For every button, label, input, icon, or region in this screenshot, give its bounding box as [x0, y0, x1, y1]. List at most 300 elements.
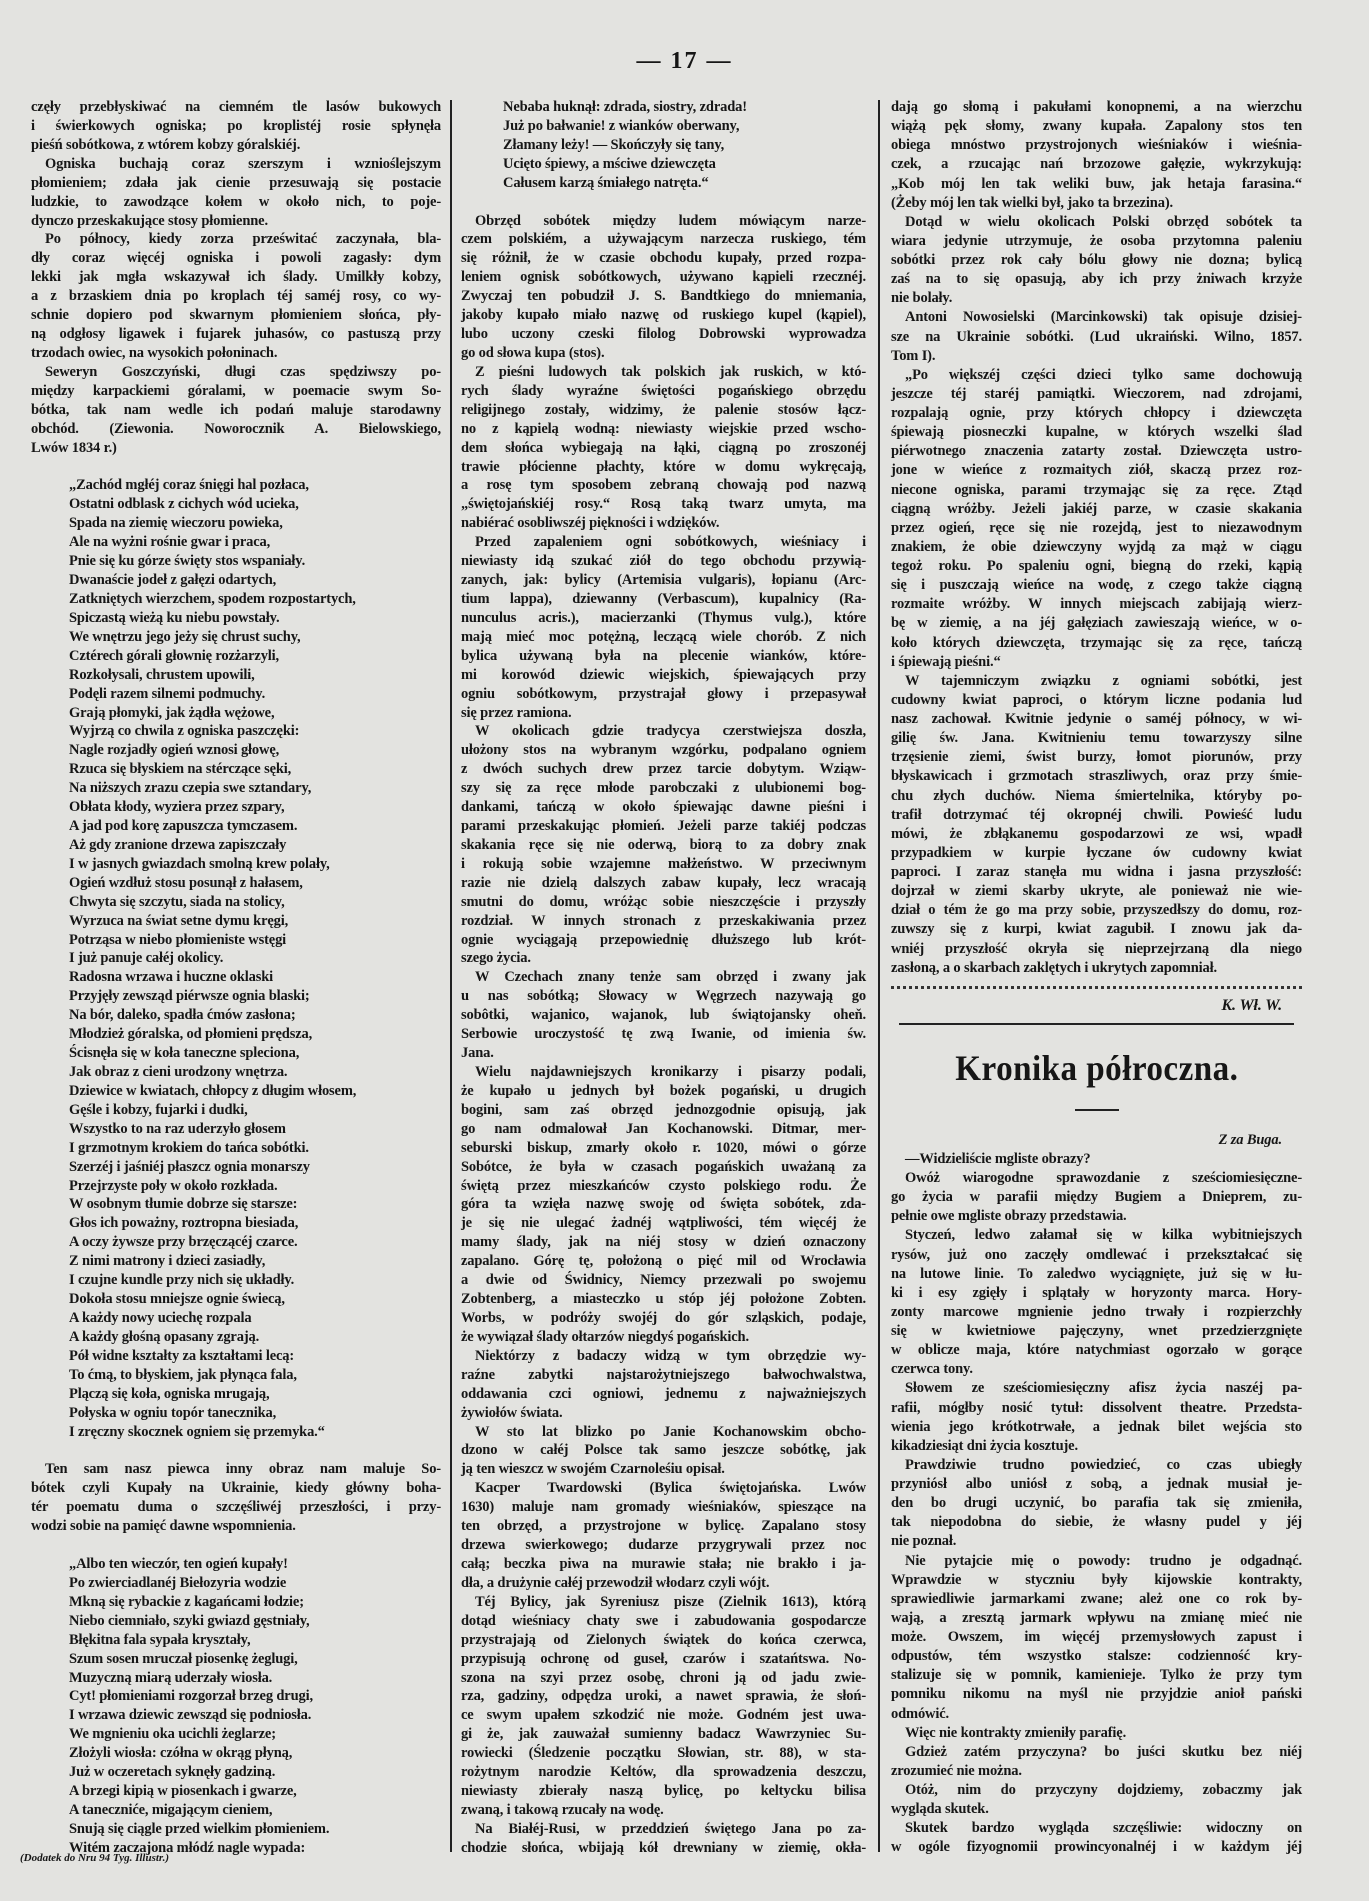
text-line: razie nie dzielą dalszych zabaw kupały, lecz wracają	[461, 874, 866, 891]
text-line: ną odgłosy ligawek i fujarek juhasów, co pastuszą przy	[31, 326, 441, 343]
text-line: na lutowe linie. To zaledwo wyciągnięte, już się w łu-	[891, 1265, 1302, 1282]
text-line: dział o tém że go ma przy sobie, przyszedłszy do domu, roz-	[891, 902, 1302, 919]
text-line: a rosę tym sposobem zebraną chowają pod nazwą	[461, 477, 866, 494]
text-line: Zwyczaj ten pobudził J. S. Bandtkiego do mniemania,	[461, 288, 866, 305]
text-line: Antoni Nowosielski (Marcinkowski) tak opisuje dzisiej-	[905, 309, 1302, 326]
text-line: pieśń sobótkowa, z wtórem kobzy góralskiéj.	[31, 136, 301, 153]
text-line: Niektórzy z badaczy widzą w tym obrzędzie wy-	[475, 1347, 866, 1364]
text-line: Złamany leży! — Skończyły się tany,	[503, 136, 725, 153]
text-line: Aż gdy zranione drzewa zapiszczały	[69, 836, 287, 853]
text-line: że kupało u jednych był bożek pogański, u drugich	[461, 1082, 866, 1099]
text-line: chu złych duchów. Niema śmiertelnika, któryby po-	[891, 787, 1302, 804]
text-line: zasłoną, a o skarbach zaklętych i ukrytych zapomniał.	[891, 959, 1217, 976]
text-line: Téj Bylicy, jak Syreniusz pisze (Zielnik 1613), którą	[475, 1593, 866, 1610]
text-line: przypadkiem w kurpie łyczane ów cudowny kwiat	[891, 844, 1302, 861]
text-line: I zręczny skocznek ogniem się przemyka.“	[69, 1423, 325, 1440]
text-line: chodzie słońca, wbijają kół drewniany w ziemię, okła-	[461, 1839, 866, 1856]
text-line: Wyjrzą co chwila z ogniska paszczęki:	[69, 723, 300, 740]
text-line: seburski biskup, zmarły około r. 1020, mówi o górze	[461, 1139, 866, 1156]
paragraph	[461, 968, 866, 1063]
spacer	[461, 193, 866, 212]
paragraph	[891, 1743, 1302, 1781]
text-line: smutni do domu, wróżąc sobie nieszczęście i przyszły	[461, 893, 866, 910]
text-line: W osobnym tłumie dobrze się starsze:	[69, 1196, 298, 1213]
text-line: A jad pod korę zapuszcza tymczasem.	[69, 818, 298, 835]
text-line: gi że, jak zauważał sumienny badacz Wawrzyniec Su-	[461, 1726, 866, 1743]
text-line: mi korowód dziewic wiejskich, śpiewających przy	[461, 666, 866, 683]
column-right	[891, 98, 1302, 1858]
text-line: I już panuje całéj okolicy.	[69, 950, 224, 967]
paragraph	[461, 1479, 866, 1593]
text-line: Głos ich poważny, roztropna biesiada,	[69, 1215, 299, 1232]
text-line: Więc nie kontrakty zmieniły parafię.	[905, 1724, 1127, 1741]
text-line: „świętojańskiéj rosy.“ Rosą taką twarz umyta, ma	[461, 496, 866, 513]
text-line: dzono w całéj Polsce tak samo jeszcze sobótkę, jak	[461, 1442, 866, 1459]
text-line: drzewa swierkowego; dudarze przygrywali przez noc	[461, 1537, 866, 1554]
text-line: Wprawdzie w styczniu były kijowskie kontrakty,	[891, 1571, 1302, 1588]
text-line: Ostatni odblask z cichych wód ucieka,	[69, 496, 299, 513]
section-subheading	[891, 1131, 1302, 1150]
text-line: pełnie owe mgliste obrazy przedstawia.	[891, 1208, 1127, 1225]
paragraph	[891, 1379, 1302, 1456]
text-line: wienia jego krótkotrwałe, a jednak bilet wejścia sto	[891, 1418, 1302, 1435]
text-line: ten obrzęd, a przystrojone w bylicę. Zapalano stosy	[461, 1518, 866, 1535]
text-line: że wywiązał ślady ołtarzów niegdyś pogańskich.	[461, 1328, 749, 1345]
text-line: przyniósł albo uniósł z sobą, a jednak musiał je-	[891, 1476, 1302, 1493]
text-line: —Widzieliście mgliste obrazy?	[905, 1150, 1091, 1167]
text-line: wygląda skutek.	[891, 1801, 989, 1818]
text-line: piérwotnego znaczenia zatarty został. Dziewczęta ustro-	[891, 443, 1302, 460]
text-line: Zatkniętych wierzchem, spodem rozpostartych,	[69, 590, 356, 607]
text-line: Dokoła stosu mniejsze ognie świecą,	[69, 1291, 285, 1308]
text-line: Z za Buga.	[1218, 1131, 1282, 1148]
text-line: rafii, mógłby nosić tytuł: dissolvent theatre. Przedsta-	[891, 1399, 1302, 1416]
text-line: jakoby kupało miało nazwę od ruskiego kupel (kąpiel),	[461, 307, 866, 324]
text-line: go od słowa kupa (stos).	[461, 344, 605, 361]
text-line: świętą przez mieszkańców czysto polskiego rodu. Że	[461, 1177, 866, 1194]
column-middle	[461, 98, 866, 1858]
text-line: I czujne kundle przy nich się układły.	[69, 1272, 295, 1289]
text-line: góra ta wzięła nazwę swoję od święta sobótek, zda-	[461, 1196, 866, 1213]
text-line: Tom I).	[891, 347, 936, 364]
text-line: Dwanaście jodeł z gałęzi odartych,	[69, 572, 277, 589]
text-line: czek, a rzucając nań brzozowe gałęzie, wykrzykują:	[891, 156, 1302, 173]
paragraph	[891, 1169, 1302, 1226]
text-line: Podęli razem silnemi podmuchy.	[69, 685, 266, 702]
text-line: szy się za ręce młode parobczaki z ulubionemi bog-	[461, 780, 866, 797]
text-line: Ogień wzdłuż stosu posunął z hałasem,	[69, 874, 303, 891]
text-line: Dotąd w wielu okolicach Polski obrzęd sobótek ta	[905, 213, 1302, 230]
text-line: ki i esy zgięły i splątały w horyzonty marca. Hory-	[891, 1284, 1302, 1301]
text-line: rych ślady wyraźne świętości pogańskiego obrzędu	[461, 382, 866, 399]
spacer	[31, 1441, 441, 1460]
text-line: Przyjęły zewsząd piérwsze ognia blaski;	[69, 988, 310, 1005]
column-left	[31, 98, 441, 1858]
text-line: Dziewice w kwiatach, chłopcy z długim włosem,	[69, 1082, 357, 1099]
text-line: gilię św. Jana. Kwitnieniu temu towarzyszy silne	[891, 730, 1302, 747]
text-line: rozpalają ognie, przy których chłopcy i dziewczęta	[891, 405, 1302, 421]
text-line: Przejrzyste poły w około rozkłada.	[69, 1177, 278, 1194]
text-line: zwaną, i takową rzucały na wodę.	[461, 1801, 664, 1818]
text-line: „Kob mój len tak weliki buw, jak hetaja farasina.“	[891, 175, 1302, 192]
paragraph	[891, 672, 1302, 978]
text-line: Sobótce, że była w czasach pogańskich uważaną za	[461, 1158, 866, 1175]
text-line: zaś na to się opasują, aby ich przy żniwach krzyże	[891, 271, 1302, 288]
text-line: Rzuca się błyskiem na stérczące sęki,	[69, 761, 292, 778]
text-line: stalizuje się w pomnik, kamienieje. Tylko że przy tym	[891, 1667, 1302, 1684]
text-line: znakiem, że obie dziewczyny wyjdą za mąż w ciągu	[891, 538, 1302, 555]
text-line: Wyrzuca na świat setne dymu kręgi,	[69, 912, 289, 929]
text-line: zuwszy się z kurpi, kwiat zagubił. I znowu jak da-	[891, 921, 1302, 938]
paragraph	[891, 1456, 1302, 1552]
text-line: tium lappa), dziewanny (Verbascum), kupalnicy (Ra-	[461, 590, 866, 607]
text-line: Ucięto śpiewy, a mściwe dziewczęta	[503, 155, 716, 172]
text-line: A brzegi kipią w piosenkach i gwarze,	[69, 1783, 297, 1800]
section-heading: Kronika półroczna.	[954, 1047, 1239, 1088]
text-line: jone w wieńce z rozmaitych ziół, skaczą przez roz-	[891, 462, 1302, 479]
text-line: a z brzaskiem dnia po kroplach téj saméj rosy, co wy-	[31, 288, 441, 305]
text-line: trzęsienie ziemi, świst burzy, łomot piorunów, przy	[891, 749, 1302, 766]
text-line: Kacper Twardowski (Bylica świętojańska. Lwów	[475, 1480, 866, 1497]
column-divider	[878, 100, 880, 1852]
text-line: niewiasty zbierały naszą bylicę, po keltycku bilisa	[461, 1783, 866, 1800]
text-line: wodzi sobie na pamięć dawne wspomnienia.	[31, 1518, 296, 1535]
text-line: mają mieć moc potężną, leczącą wiele chorób. Z nich	[461, 628, 866, 645]
text-line: Cyt! płomieniami rozgorzał brzeg drugi,	[69, 1688, 313, 1705]
text-line: szego życia.	[461, 950, 531, 967]
text-line: obchód. (Ziewonia. Noworocznik A. Bielowskiego,	[31, 420, 441, 437]
paragraph	[891, 1150, 1302, 1169]
text-line: Słowem ze sześciomiesięczny afisz życia naszéj pa-	[905, 1380, 1302, 1397]
text-line: dła, a drużynie całéj przewodził włodarz czyli wójt.	[461, 1574, 770, 1591]
text-line: Szum sosen mruczał piosenkę żeglugi,	[69, 1650, 298, 1667]
text-line: trafił dotrzymać téj okropnéj chwili. Powieść ludu	[891, 806, 1302, 823]
text-line: przystrajają od Zielonych świątek do końca czerwca,	[461, 1631, 866, 1648]
text-line: kikadziesiąt dni życia kosztuje.	[891, 1437, 1078, 1454]
text-line: Muzyczną miarą uderzały wiosła.	[69, 1669, 273, 1686]
text-line: Po zwierciadlanéj Biełozyria wodzie	[69, 1574, 287, 1591]
text-line: Już po bałwanie! z wianków oberwany,	[503, 117, 740, 134]
supplement-note: (Dodatek do Nru 94 Tyg. Illustr.)	[20, 1852, 170, 1864]
text-line: Mkną się rybackie z kagańcami łodzie;	[69, 1593, 304, 1610]
text-line: leniem ognisk sobótkowych, używano kąpieli rzecznéj.	[461, 269, 866, 286]
text-line: Grają płomyki, jak żądła wężowe,	[69, 704, 275, 721]
author-signature: K. Wł. W.	[1221, 996, 1282, 1014]
text-line: ogniu sobótkowym, przystrajał głowy i przepasywał	[461, 685, 866, 702]
text-line: dotąd wieśniacy chaty swe i zabudowania gospodarcze	[461, 1612, 866, 1629]
paragraph	[31, 1460, 441, 1536]
text-line: odmówić.	[891, 1705, 950, 1722]
section-rule	[899, 1023, 1294, 1025]
text-line: Na bór, daleko, spadła ćmów zasłona;	[69, 1007, 296, 1024]
text-line: Zobtenberg, a miasteczko u stóp jéj położone Zobten.	[461, 1291, 866, 1308]
text-line: Plączą się koła, ogniska mrugają,	[69, 1385, 270, 1402]
text-line: dankami, tańczą w około śpiewając dawne pieśni i	[461, 799, 866, 816]
text-line: lekki jak mgła wskazywał ich ślady. Umilkły kobzy,	[31, 269, 441, 286]
text-line: rożytnym narodzie Keltów, dla sprowadzenia deszczu,	[461, 1764, 866, 1781]
text-line: Nebaba huknął: zdrada, siostry, zdrada!	[503, 99, 747, 115]
text-line: sobótki przez rok cały bólu głowy nie dozna; bylicą	[891, 252, 1302, 268]
text-line: Już w oczeretach syknęły gadziną.	[69, 1764, 276, 1781]
text-line: ją ten wieszcz w swojém Czarnoleśiu opisał.	[461, 1461, 725, 1478]
text-line: W Czechach znany tenże sam obrzęd i zwany jak	[475, 969, 866, 986]
text-line: Ten sam nasz piewca inny obraz nam maluje So-	[45, 1461, 441, 1478]
text-line: zanych, jak: bylicy (Artemisia vulgaris), łopianu (Arc-	[461, 572, 866, 589]
text-line: Rozkołysali, chrustem upowili,	[69, 666, 255, 683]
text-line: pomniku nikomu na myśl nie przyjdzie anioł pański	[891, 1686, 1302, 1703]
text-line: i rokują sobie wzajemne małżeństwo. W przeciwnym	[461, 855, 866, 872]
paragraph	[31, 98, 441, 155]
text-line: „Albo ten wieczór, ten ogień kupały!	[69, 1555, 288, 1572]
text-line: tak niepodobna do siebie, że własny pudel y jéj	[891, 1514, 1302, 1531]
text-line: A każdy głośną opasany zgrają.	[69, 1328, 260, 1345]
text-line: zonty marcowe mgnienie jedno trwały i rozpierzchły	[891, 1303, 1302, 1320]
text-line: We mgnieniu oka ucichli żeglarze;	[69, 1726, 276, 1743]
paragraph	[891, 1226, 1302, 1379]
text-line: 1630) maluje nam gromady wieśniaków, spieszące na	[461, 1499, 866, 1516]
spacer	[31, 458, 441, 477]
paragraph	[461, 212, 866, 363]
text-line: się w kwietniowe pajęczyny, wnet przedzierzgnięte	[891, 1323, 1302, 1340]
text-line: obiega mnóstwo przystrojonych wieśniaków i wieśnia-	[891, 137, 1302, 154]
text-line: śpiewają piosneczki kupalne, w których wszelki ślad	[891, 424, 1302, 441]
text-line: rozmaite wróżby. W innych miejscach zabijają wierz-	[891, 596, 1302, 613]
text-line: Niebo ciemniało, szyki gwiazd gęstniały,	[69, 1612, 310, 1629]
text-line: odpustów, tém wszystko stalsze: codzienność kry-	[891, 1648, 1302, 1665]
text-line: zapalano. Górę tę, położoną o pięć mil od Wrocławia	[461, 1253, 866, 1270]
text-line: I wrzawa dziewic zewsząd się podniosła.	[69, 1707, 312, 1724]
text-line: ułożony stos na wybranym wzgórku, podpalano ogniem	[461, 742, 866, 759]
text-line: się różnił, że w czasie obchodu kupały, przed rozpa-	[461, 250, 866, 267]
text-line: A oczy żywsze przy brzęczącéj czarce.	[69, 1234, 298, 1251]
text-line: „Po większéj części dzieci tylko same dochowują	[905, 366, 1302, 383]
text-line: W tajemniczym związku z ogniami sobótki, jest	[905, 672, 1302, 689]
text-line: Otóż, nim do przyczyny dojdziemy, zobaczmy jak	[905, 1782, 1302, 1799]
text-line: nie bolały.	[891, 290, 953, 307]
text-line: dem słońca wybiegają na łąki, ciągną po zroszonéj	[461, 439, 866, 456]
dotted-separator	[891, 986, 1302, 989]
text-line: bótka, tak nam wedle ich podań maluje starodawny	[31, 401, 441, 418]
text-line: religijnego zostały, widzimy, że palenie stosów łącz-	[461, 401, 866, 418]
text-line: oddawania czci ogniowi, jednemu z najważniejszych	[461, 1385, 866, 1402]
text-line: Seweryn Goszczyński, długi czas spędziwszy po-	[45, 363, 441, 380]
text-line: Spada na ziemię wieczoru powieka,	[69, 515, 283, 532]
text-line: Złożyli wiosła: czółna w okrąg płyną,	[69, 1745, 293, 1762]
column-divider	[450, 100, 452, 1852]
text-line: parami przeskakując płomień. Jeżeli parze takiéj podczas	[461, 818, 866, 835]
verse-quote	[31, 1555, 441, 1858]
text-line: Na Białéj-Rusi, w przeddzień świętego Jana po za-	[475, 1820, 866, 1837]
verse-quote	[31, 476, 441, 1441]
text-line: Snują się ciągle przed wielkim płomieniem.	[69, 1820, 330, 1837]
paragraph	[31, 155, 441, 231]
text-line: niecone ogniska, parami trzymając się za ręce. Ztąd	[891, 481, 1302, 498]
text-line: Potrząsa w niebo płomieniste wstęgi	[69, 931, 287, 948]
text-line: bę w ziemię, a na jéj gałęziach zawieszają wieńce, w o-	[891, 615, 1302, 632]
text-line: nunculus acris.), macierzanki (Thymus vulg.), które	[461, 609, 866, 626]
text-line: dły coraz więcéj ogniska i powoli zagasły: dym	[31, 250, 441, 267]
page-number: — 17 —	[636, 48, 733, 74]
text-line: trawie płócienne płachty, które w domu wykręcają,	[461, 458, 866, 475]
text-line: czerwca tony.	[891, 1361, 973, 1378]
text-line: W okolicach gdzie tradycya czerstwiejsza doszła,	[475, 723, 866, 740]
text-line: jeszcze téj staréj pamiątki. Wieczorem, nad zdrojami,	[891, 385, 1302, 402]
text-line: Owóż wiarogodne sprawozdanie z sześciomiesięczne-	[905, 1170, 1302, 1187]
text-line: go nam odmalował Jan Kochanowski. Ditmar, mer-	[461, 1120, 866, 1137]
text-line: Pół widne kształty za kształtami lecą:	[69, 1347, 295, 1364]
text-line: je się nie ulegać żadnéj wątpliwości, tém więcéj że	[461, 1215, 866, 1232]
text-line: Ścisnęła się w koła taneczne spleciona,	[69, 1045, 300, 1062]
text-line: I w jasnych gwiazdach smolną krew polały,	[69, 855, 330, 872]
paragraph	[461, 1820, 866, 1858]
text-line: nabiérać osobliwszéj piękności i wdzięków.	[461, 515, 720, 532]
text-line: I grzmotnym krokiem do tańca sobótki.	[69, 1139, 309, 1156]
text-line: żywiołów świata.	[461, 1404, 563, 1421]
text-line: i śpiewają pieśni.“	[891, 653, 1001, 670]
text-line: czem polskiém, a używającym narzecza ruskiego, tém	[461, 231, 866, 248]
text-line: Jak obraz z cieni urodzony wnętrza.	[69, 1064, 288, 1081]
text-line: się przez ramiona.	[461, 704, 572, 721]
paragraph	[461, 1423, 866, 1480]
paragraph	[891, 366, 1302, 672]
text-line: Skutek bardzo wygląda szczęśliwie: widoczny on	[905, 1820, 1302, 1837]
text-line: Szerzéj i jaśniéj płaszcz ognia monarszy	[69, 1158, 310, 1175]
paragraph	[31, 363, 441, 458]
text-line: nasz zachował. Kwitnie jedynie o saméj północy, w wi-	[891, 711, 1302, 727]
text-line: i świerkowych ogniska; po kroplistéj rosie spłynęła	[31, 117, 441, 134]
text-line: sobôtki, wajanico, wajanok, lub świątojansky oheň.	[461, 1007, 866, 1024]
text-line: zrozumieć nie można.	[891, 1762, 1022, 1779]
text-line: płomieniem; zdała jak cienie przesuwają się postacie	[31, 174, 441, 191]
text-line: Połyska w ogniu topór tanecznika,	[69, 1404, 277, 1421]
text-line: niewiasty idą szukać ziół do tego obchodu przywią-	[461, 553, 866, 570]
text-line: trzodach owiec, na wysokich połoninach.	[31, 344, 278, 361]
text-line: Ogniska buchają coraz szerszym i wznioślejszym	[45, 155, 441, 172]
text-line: z dwóch suchych drew przez tarcie dobytym. Wziąw-	[461, 761, 866, 778]
text-line: rysów, już ono zaczęły omdlewać i przekształcać się	[891, 1246, 1302, 1263]
paragraph	[891, 1819, 1302, 1857]
text-line: rza, gadziny, odpędza uroki, a nawet sprawia, że słoń-	[461, 1688, 866, 1705]
text-line: Radosna wrzawa i huczne oklaski	[69, 969, 274, 986]
paragraph	[461, 533, 866, 722]
text-line: ludzkie, to zawodzące kołem w około nich, to poje-	[31, 193, 441, 210]
text-line: schnie dopiero pod skwarnym płomieniem słońca, pły-	[31, 307, 441, 324]
text-line: nie poznał.	[891, 1533, 957, 1550]
text-line: Wszystko to na raz uderzyło głosem	[69, 1120, 286, 1137]
text-line: Z nimi matrony i dzieci zasiadły,	[69, 1253, 266, 1270]
text-line: Witém zaczajona młódź nagle wypada:	[69, 1839, 306, 1856]
text-line: Gdzież zatém przyczyna? bo juści skutku bez niéj	[905, 1743, 1302, 1760]
text-line: Gęśle i kobzy, fujarki i dudki,	[69, 1101, 248, 1118]
text-line: Po północy, kiedy zorza prześwitać zaczynała, bla-	[45, 231, 441, 248]
text-line: przez ogień, ręce się nie rozejdą, jest to niezawodnym	[891, 519, 1302, 536]
text-line: między karpackiemi góralami, w poemacie swym So-	[31, 382, 441, 399]
text-line: ognie wyciągają przepowiednię dłuższego lub krót-	[461, 931, 866, 948]
text-line: ce swym upałem szkodzić nie może. Godném jest uwa-	[461, 1707, 866, 1724]
text-line: a dwie od Świdnicy, Niemcy przezwali po swojemu	[461, 1272, 866, 1289]
paragraph	[461, 722, 866, 968]
paragraph	[891, 98, 1302, 213]
text-line: go życia w parafii między Bugiem a Dnieprem, zu-	[891, 1189, 1302, 1206]
text-line: dają go słomą i pakułami konopnemi, a na wierzchu	[891, 99, 1302, 115]
text-line: błyskawicach i grzmotach straszliwych, oraz przy śmie-	[891, 768, 1302, 785]
text-line: Na niższych zrazu czepia swe sztandary,	[69, 780, 312, 797]
text-line: Prawdziwie trudno powiedzieć, co czas ubiegły	[905, 1456, 1302, 1473]
text-line: rozdział. W innych stronach z przeskakiwania przez	[461, 912, 866, 929]
text-line: Całusem karzą śmiałego natręta.“	[503, 174, 709, 191]
text-line: Wielu najdawniejszych kronikarzy i pisarzy podali,	[475, 1064, 866, 1081]
text-line: może. Owszem, im więcéj przemysłowych zapust i	[891, 1629, 1302, 1646]
paragraph	[461, 1593, 866, 1820]
text-line: bogini, sam zaś obrzęd jednozgodnie opisują, jak	[461, 1101, 866, 1118]
text-line: A każdy nowy uciechę rozpala	[69, 1310, 252, 1326]
text-line: Chwyta się szczytu, siada na stolicy,	[69, 893, 285, 910]
text-line: bótek czyli Kupały na Ukrainie, kiedy główny boha-	[31, 1480, 441, 1497]
text-line: lubo uczony czeski filolog Dobrowski wyprowadza	[461, 326, 866, 343]
text-line: Styczeń, ledwo załamał się w kilka wybitniejszych	[905, 1227, 1302, 1244]
text-line: Lwów 1834 r.)	[31, 439, 117, 456]
text-line: Jana.	[461, 1045, 494, 1062]
short-rule	[1075, 1109, 1119, 1111]
verse-quote	[461, 98, 866, 193]
paragraph	[461, 1063, 866, 1347]
text-line: We wnętrzu jego jeży się chrust suchy,	[69, 628, 301, 645]
paragraph	[891, 213, 1302, 309]
text-line: wiara jedynie utrzymuje, że osoba przytomna paleniu	[891, 232, 1302, 249]
text-line: częły przebłyskiwać na ciemném tle lasów bukowych	[31, 99, 441, 115]
text-line: Obłata kłody, wyziera przez szpary,	[69, 799, 285, 816]
text-line: Ale na wyżni rośnie gwar i praca,	[69, 534, 271, 551]
paragraph	[891, 1552, 1302, 1724]
paragraph	[891, 1724, 1302, 1743]
text-line: W sto lat blizko po Janie Kochanowskim obcho-	[475, 1423, 866, 1440]
paragraph	[891, 308, 1302, 365]
text-line: Z pieśni ludowych tak polskich jak ruskich, w któ-	[475, 363, 866, 380]
text-line: koło których dziewczęta, trzymając się za ręce, tańczą	[891, 634, 1302, 651]
text-line: przypisują ochronę od guseł, czarów i szatańtswa. No-	[461, 1650, 866, 1667]
text-line: „Zachód mgłéj coraz śnięgi hal pozłaca,	[69, 477, 309, 494]
text-line: cudowny kwiat paproci, o którym liczne podania lud	[891, 691, 1302, 708]
text-line: Przed zapaleniem ogni sobótkowych, wieśniacy i	[475, 534, 866, 551]
text-line: sze na Ukrainie sobótki. (Lud ukraiński. Wilno, 1857.	[891, 328, 1302, 345]
text-line: Pnie się ku górze święty stos wspaniały.	[69, 553, 306, 570]
text-line: dojrzał w ziemi skarby ukryte, ale ponieważ nie wie-	[891, 883, 1302, 900]
text-line: rowiecki (Śledzenie początku Słowian, str. 88), w sta-	[461, 1745, 866, 1762]
text-line: wają, a zresztą jarmark wpływu na zmianę mieć nie	[891, 1609, 1302, 1626]
paragraph	[891, 1781, 1302, 1819]
text-line: To ćmą, to błyskiem, jak płynąca fala,	[69, 1366, 297, 1383]
text-line: mamy ślady, jak na niéj stosy w dzień oznaczony	[461, 1234, 866, 1251]
text-line: Nagle rozjadły ogień wznosi głowę,	[69, 742, 280, 759]
text-line: szona na szyi przez osobę, chroni ją od jadu zwie-	[461, 1669, 866, 1686]
text-line: Cztérech górali głownię rozżarzyli,	[69, 647, 280, 664]
text-line: paproci. I zaraz stanęła mu widna i jasna przyszłość:	[891, 864, 1302, 880]
text-line: tegoż roku. Po spaleniu ogni, biegną do rzeki, kąpią	[891, 558, 1302, 574]
text-line: dynczo przeskakujące stosy płomienne.	[31, 212, 268, 229]
text-line: skakania ręce się nie oderwą, biorą to za dobry znak	[461, 836, 866, 853]
text-line: (Żeby mój len tak wielki był, jako ta brzezina).	[891, 194, 1173, 211]
text-line: się i puszczają wieńce na wodę, z czego także ciągną	[891, 577, 1302, 594]
text-line: w ogóle fizyognomii prowincyonalnéj i w każdym jéj	[891, 1839, 1302, 1856]
text-line: w oblicze maja, które natychmiast ogorzało w gorące	[891, 1342, 1302, 1359]
text-line: no z kąpielą wodną: niewiasty wiejskie przed wscho-	[461, 420, 866, 437]
article-end	[891, 978, 1302, 1131]
text-line: u nas sobótką; Słowacy w Węgrzech nazywają go	[461, 988, 866, 1005]
text-line: Młodzież góralska, od płomieni prędsza,	[69, 1026, 313, 1043]
text-line: wniéj przyszłość okryła się nieprzejrzaną dla niego	[891, 940, 1302, 957]
text-line: Obrzęd sobótek między ludem mówiącym narze-	[475, 212, 866, 229]
text-line: Nie pytajcie mię o powody: trudno je odgadnąć.	[905, 1552, 1302, 1569]
